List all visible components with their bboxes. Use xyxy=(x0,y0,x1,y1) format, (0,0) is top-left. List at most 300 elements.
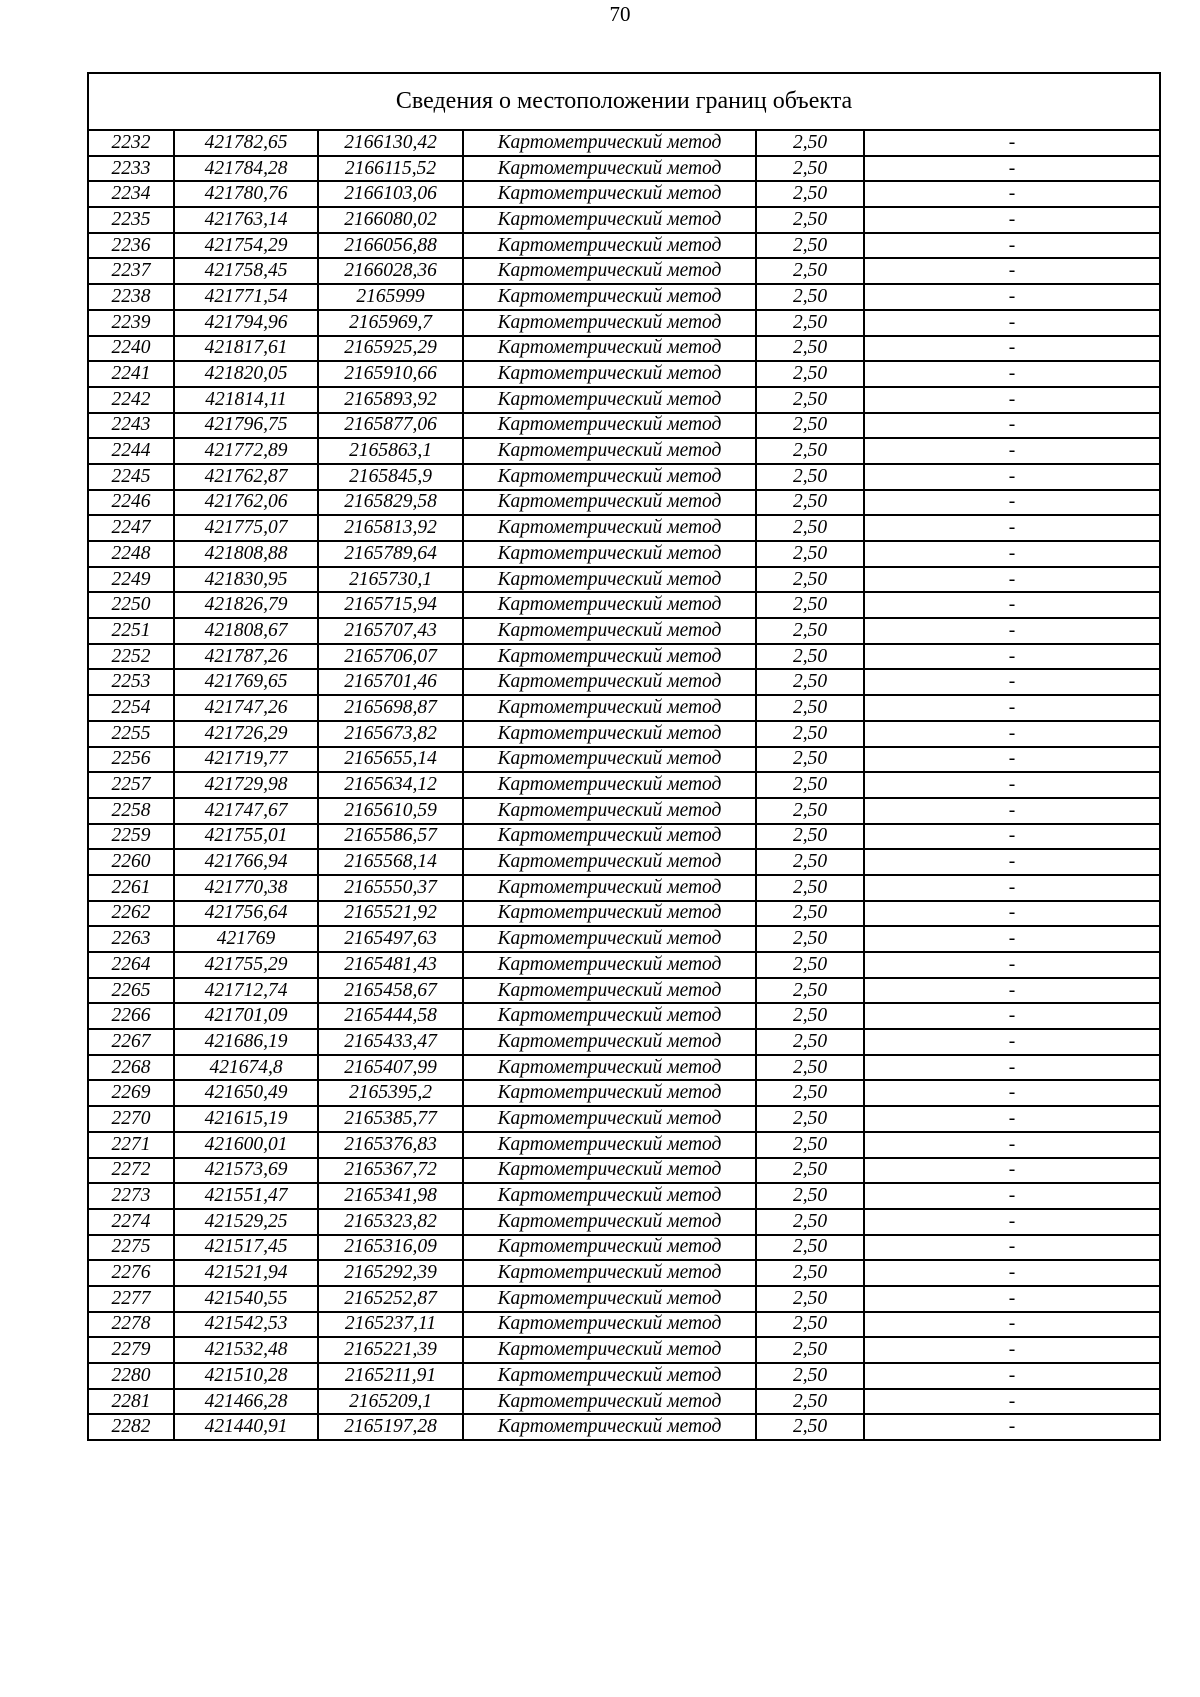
description-cell: - xyxy=(864,669,1160,695)
method-cell: Картометрический метод xyxy=(463,541,756,567)
y-coordinate-cell: 2165893,92 xyxy=(318,387,463,413)
method-cell: Картометрический метод xyxy=(463,567,756,593)
y-coordinate-cell: 2165813,92 xyxy=(318,515,463,541)
description-cell: - xyxy=(864,695,1160,721)
accuracy-cell: 2,50 xyxy=(756,1029,864,1055)
point-number-cell: 2273 xyxy=(88,1183,174,1209)
table-row xyxy=(88,438,1160,464)
x-coordinate-cell: 421762,87 xyxy=(174,464,318,490)
accuracy-cell: 2,50 xyxy=(756,824,864,850)
y-coordinate-cell: 2165673,82 xyxy=(318,721,463,747)
description-cell: - xyxy=(864,1029,1160,1055)
point-number-cell: 2235 xyxy=(88,207,174,233)
y-coordinate-cell: 2165316,09 xyxy=(318,1235,463,1261)
y-coordinate-cell: 2166056,88 xyxy=(318,233,463,259)
point-number-cell: 2266 xyxy=(88,1003,174,1029)
point-number-cell: 2242 xyxy=(88,387,174,413)
point-number-cell: 2272 xyxy=(88,1158,174,1184)
table-row xyxy=(88,233,1160,259)
description-cell: - xyxy=(864,207,1160,233)
y-coordinate-cell: 2166028,36 xyxy=(318,258,463,284)
x-coordinate-cell: 421729,98 xyxy=(174,772,318,798)
table-row xyxy=(88,310,1160,336)
x-coordinate-cell: 421726,29 xyxy=(174,721,318,747)
method-cell: Картометрический метод xyxy=(463,207,756,233)
table-row xyxy=(88,284,1160,310)
accuracy-cell: 2,50 xyxy=(756,541,864,567)
description-cell: - xyxy=(864,1209,1160,1235)
accuracy-cell: 2,50 xyxy=(756,1414,864,1440)
method-cell: Картометрический метод xyxy=(463,669,756,695)
description-cell: - xyxy=(864,541,1160,567)
y-coordinate-cell: 2165481,43 xyxy=(318,952,463,978)
accuracy-cell: 2,50 xyxy=(756,849,864,875)
x-coordinate-cell: 421719,77 xyxy=(174,747,318,773)
method-cell: Картометрический метод xyxy=(463,413,756,439)
x-coordinate-cell: 421754,29 xyxy=(174,233,318,259)
y-coordinate-cell: 2165707,43 xyxy=(318,618,463,644)
point-number-cell: 2275 xyxy=(88,1235,174,1261)
table-row xyxy=(88,592,1160,618)
table-row xyxy=(88,1106,1160,1132)
accuracy-cell: 2,50 xyxy=(756,387,864,413)
y-coordinate-cell: 2165433,47 xyxy=(318,1029,463,1055)
point-number-cell: 2265 xyxy=(88,978,174,1004)
table-row xyxy=(88,644,1160,670)
point-number-cell: 2252 xyxy=(88,644,174,670)
accuracy-cell: 2,50 xyxy=(756,310,864,336)
table-body xyxy=(88,130,1160,1440)
table-row xyxy=(88,1132,1160,1158)
accuracy-cell: 2,50 xyxy=(756,1337,864,1363)
method-cell: Картометрический метод xyxy=(463,1106,756,1132)
table-row xyxy=(88,361,1160,387)
method-cell: Картометрический метод xyxy=(463,901,756,927)
page-number: 70 xyxy=(609,2,631,26)
table-row xyxy=(88,901,1160,927)
x-coordinate-cell: 421510,28 xyxy=(174,1363,318,1389)
accuracy-cell: 2,50 xyxy=(756,336,864,362)
y-coordinate-cell: 2165715,94 xyxy=(318,592,463,618)
table-row xyxy=(88,336,1160,362)
description-cell: - xyxy=(864,849,1160,875)
table-row xyxy=(88,772,1160,798)
table-row xyxy=(88,926,1160,952)
table-row xyxy=(88,1389,1160,1415)
table-row xyxy=(88,798,1160,824)
point-number-cell: 2249 xyxy=(88,567,174,593)
method-cell: Картометрический метод xyxy=(463,1260,756,1286)
description-cell: - xyxy=(864,824,1160,850)
point-number-cell: 2243 xyxy=(88,413,174,439)
table-row xyxy=(88,413,1160,439)
method-cell: Картометрический метод xyxy=(463,644,756,670)
description-cell: - xyxy=(864,1363,1160,1389)
method-cell: Картометрический метод xyxy=(463,233,756,259)
x-coordinate-cell: 421787,26 xyxy=(174,644,318,670)
description-cell: - xyxy=(864,310,1160,336)
method-cell: Картометрический метод xyxy=(463,1209,756,1235)
y-coordinate-cell: 2165395,2 xyxy=(318,1080,463,1106)
description-cell: - xyxy=(864,1337,1160,1363)
description-cell: - xyxy=(864,567,1160,593)
method-cell: Картометрический метод xyxy=(463,515,756,541)
accuracy-cell: 2,50 xyxy=(756,1080,864,1106)
x-coordinate-cell: 421755,29 xyxy=(174,952,318,978)
accuracy-cell: 2,50 xyxy=(756,747,864,773)
point-number-cell: 2240 xyxy=(88,336,174,362)
method-cell: Картометрический метод xyxy=(463,721,756,747)
x-coordinate-cell: 421755,01 xyxy=(174,824,318,850)
x-coordinate-cell: 421758,45 xyxy=(174,258,318,284)
point-number-cell: 2262 xyxy=(88,901,174,927)
x-coordinate-cell: 421775,07 xyxy=(174,515,318,541)
x-coordinate-cell: 421440,91 xyxy=(174,1414,318,1440)
point-number-cell: 2277 xyxy=(88,1286,174,1312)
table-row xyxy=(88,1209,1160,1235)
point-number-cell: 2267 xyxy=(88,1029,174,1055)
y-coordinate-cell: 2165701,46 xyxy=(318,669,463,695)
table-row xyxy=(88,669,1160,695)
method-cell: Картометрический метод xyxy=(463,1312,756,1338)
y-coordinate-cell: 2165211,91 xyxy=(318,1363,463,1389)
method-cell: Картометрический метод xyxy=(463,1363,756,1389)
method-cell: Картометрический метод xyxy=(463,875,756,901)
description-cell: - xyxy=(864,258,1160,284)
description-cell: - xyxy=(864,1235,1160,1261)
y-coordinate-cell: 2165863,1 xyxy=(318,438,463,464)
accuracy-cell: 2,50 xyxy=(756,926,864,952)
y-coordinate-cell: 2165698,87 xyxy=(318,695,463,721)
x-coordinate-cell: 421521,94 xyxy=(174,1260,318,1286)
description-cell: - xyxy=(864,181,1160,207)
description-cell: - xyxy=(864,336,1160,362)
point-number-cell: 2236 xyxy=(88,233,174,259)
description-cell: - xyxy=(864,1414,1160,1440)
description-cell: - xyxy=(864,644,1160,670)
table-row xyxy=(88,1235,1160,1261)
accuracy-cell: 2,50 xyxy=(756,1183,864,1209)
x-coordinate-cell: 421794,96 xyxy=(174,310,318,336)
y-coordinate-cell: 2165292,39 xyxy=(318,1260,463,1286)
method-cell: Картометрический метод xyxy=(463,772,756,798)
table-row xyxy=(88,1029,1160,1055)
point-number-cell: 2248 xyxy=(88,541,174,567)
accuracy-cell: 2,50 xyxy=(756,1209,864,1235)
accuracy-cell: 2,50 xyxy=(756,413,864,439)
description-cell: - xyxy=(864,464,1160,490)
accuracy-cell: 2,50 xyxy=(756,798,864,824)
description-cell: - xyxy=(864,1080,1160,1106)
x-coordinate-cell: 421540,55 xyxy=(174,1286,318,1312)
point-number-cell: 2271 xyxy=(88,1132,174,1158)
accuracy-cell: 2,50 xyxy=(756,721,864,747)
boundary-coordinates-table xyxy=(87,72,1161,1441)
point-number-cell: 2269 xyxy=(88,1080,174,1106)
method-cell: Картометрический метод xyxy=(463,926,756,952)
table-row xyxy=(88,747,1160,773)
point-number-cell: 2239 xyxy=(88,310,174,336)
table-title: Сведения о местоположении границ объекта xyxy=(88,73,1160,130)
table-row xyxy=(88,387,1160,413)
method-cell: Картометрический метод xyxy=(463,1235,756,1261)
method-cell: Картометрический метод xyxy=(463,592,756,618)
point-number-cell: 2268 xyxy=(88,1055,174,1081)
accuracy-cell: 2,50 xyxy=(756,284,864,310)
description-cell: - xyxy=(864,592,1160,618)
y-coordinate-cell: 2166130,42 xyxy=(318,130,463,156)
table-row xyxy=(88,952,1160,978)
accuracy-cell: 2,50 xyxy=(756,130,864,156)
y-coordinate-cell: 2165730,1 xyxy=(318,567,463,593)
description-cell: - xyxy=(864,618,1160,644)
accuracy-cell: 2,50 xyxy=(756,1132,864,1158)
point-number-cell: 2244 xyxy=(88,438,174,464)
table-row xyxy=(88,1286,1160,1312)
table-row xyxy=(88,721,1160,747)
point-number-cell: 2255 xyxy=(88,721,174,747)
description-cell: - xyxy=(864,284,1160,310)
description-cell: - xyxy=(864,1106,1160,1132)
accuracy-cell: 2,50 xyxy=(756,1363,864,1389)
point-number-cell: 2261 xyxy=(88,875,174,901)
description-cell: - xyxy=(864,978,1160,1004)
description-cell: - xyxy=(864,798,1160,824)
x-coordinate-cell: 421769,65 xyxy=(174,669,318,695)
table-row xyxy=(88,1003,1160,1029)
y-coordinate-cell: 2165323,82 xyxy=(318,1209,463,1235)
accuracy-cell: 2,50 xyxy=(756,875,864,901)
x-coordinate-cell: 421650,49 xyxy=(174,1080,318,1106)
y-coordinate-cell: 2165877,06 xyxy=(318,413,463,439)
point-number-cell: 2232 xyxy=(88,130,174,156)
table-row xyxy=(88,1312,1160,1338)
y-coordinate-cell: 2165497,63 xyxy=(318,926,463,952)
table-row xyxy=(88,1363,1160,1389)
method-cell: Картометрический метод xyxy=(463,824,756,850)
x-coordinate-cell: 421756,64 xyxy=(174,901,318,927)
y-coordinate-cell: 2165634,12 xyxy=(318,772,463,798)
x-coordinate-cell: 421817,61 xyxy=(174,336,318,362)
method-cell: Картометрический метод xyxy=(463,284,756,310)
y-coordinate-cell: 2165407,99 xyxy=(318,1055,463,1081)
x-coordinate-cell: 421747,26 xyxy=(174,695,318,721)
table-row xyxy=(88,824,1160,850)
description-cell: - xyxy=(864,387,1160,413)
accuracy-cell: 2,50 xyxy=(756,438,864,464)
point-number-cell: 2280 xyxy=(88,1363,174,1389)
x-coordinate-cell: 421808,67 xyxy=(174,618,318,644)
x-coordinate-cell: 421466,28 xyxy=(174,1389,318,1415)
method-cell: Картометрический метод xyxy=(463,618,756,644)
method-cell: Картометрический метод xyxy=(463,1132,756,1158)
point-number-cell: 2258 xyxy=(88,798,174,824)
point-number-cell: 2263 xyxy=(88,926,174,952)
method-cell: Картометрический метод xyxy=(463,464,756,490)
method-cell: Картометрический метод xyxy=(463,1080,756,1106)
accuracy-cell: 2,50 xyxy=(756,233,864,259)
method-cell: Картометрический метод xyxy=(463,1003,756,1029)
description-cell: - xyxy=(864,1260,1160,1286)
description-cell: - xyxy=(864,875,1160,901)
x-coordinate-cell: 421573,69 xyxy=(174,1158,318,1184)
description-cell: - xyxy=(864,1286,1160,1312)
method-cell: Картометрический метод xyxy=(463,1337,756,1363)
point-number-cell: 2276 xyxy=(88,1260,174,1286)
y-coordinate-cell: 2165655,14 xyxy=(318,747,463,773)
table-row xyxy=(88,464,1160,490)
point-number-cell: 2245 xyxy=(88,464,174,490)
y-coordinate-cell: 2165252,87 xyxy=(318,1286,463,1312)
method-cell: Картометрический метод xyxy=(463,387,756,413)
accuracy-cell: 2,50 xyxy=(756,618,864,644)
table-row xyxy=(88,515,1160,541)
accuracy-cell: 2,50 xyxy=(756,644,864,670)
method-cell: Картометрический метод xyxy=(463,1389,756,1415)
table-row xyxy=(88,1158,1160,1184)
description-cell: - xyxy=(864,515,1160,541)
accuracy-cell: 2,50 xyxy=(756,181,864,207)
table-row xyxy=(88,156,1160,182)
accuracy-cell: 2,50 xyxy=(756,669,864,695)
point-number-cell: 2264 xyxy=(88,952,174,978)
y-coordinate-cell: 2166103,06 xyxy=(318,181,463,207)
x-coordinate-cell: 421747,67 xyxy=(174,798,318,824)
y-coordinate-cell: 2165197,28 xyxy=(318,1414,463,1440)
x-coordinate-cell: 421762,06 xyxy=(174,490,318,516)
y-coordinate-cell: 2165521,92 xyxy=(318,901,463,927)
accuracy-cell: 2,50 xyxy=(756,978,864,1004)
accuracy-cell: 2,50 xyxy=(756,258,864,284)
point-number-cell: 2238 xyxy=(88,284,174,310)
description-cell: - xyxy=(864,1003,1160,1029)
accuracy-cell: 2,50 xyxy=(756,772,864,798)
point-number-cell: 2259 xyxy=(88,824,174,850)
table-row xyxy=(88,875,1160,901)
y-coordinate-cell: 2165458,67 xyxy=(318,978,463,1004)
y-coordinate-cell: 2166080,02 xyxy=(318,207,463,233)
method-cell: Картометрический метод xyxy=(463,952,756,978)
accuracy-cell: 2,50 xyxy=(756,952,864,978)
description-cell: - xyxy=(864,130,1160,156)
description-cell: - xyxy=(864,1055,1160,1081)
x-coordinate-cell: 421770,38 xyxy=(174,875,318,901)
description-cell: - xyxy=(864,1183,1160,1209)
accuracy-cell: 2,50 xyxy=(756,464,864,490)
x-coordinate-cell: 421686,19 xyxy=(174,1029,318,1055)
y-coordinate-cell: 2165444,58 xyxy=(318,1003,463,1029)
table-row xyxy=(88,1337,1160,1363)
accuracy-cell: 2,50 xyxy=(756,695,864,721)
table-row xyxy=(88,130,1160,156)
table-row xyxy=(88,1080,1160,1106)
table-header-row xyxy=(88,73,1160,130)
x-coordinate-cell: 421808,88 xyxy=(174,541,318,567)
point-number-cell: 2250 xyxy=(88,592,174,618)
method-cell: Картометрический метод xyxy=(463,310,756,336)
point-number-cell: 2233 xyxy=(88,156,174,182)
method-cell: Картометрический метод xyxy=(463,978,756,1004)
point-number-cell: 2278 xyxy=(88,1312,174,1338)
accuracy-cell: 2,50 xyxy=(756,592,864,618)
point-number-cell: 2247 xyxy=(88,515,174,541)
point-number-cell: 2282 xyxy=(88,1414,174,1440)
table-row xyxy=(88,1260,1160,1286)
y-coordinate-cell: 2165999 xyxy=(318,284,463,310)
x-coordinate-cell: 421529,25 xyxy=(174,1209,318,1235)
x-coordinate-cell: 421782,65 xyxy=(174,130,318,156)
x-coordinate-cell: 421769 xyxy=(174,926,318,952)
y-coordinate-cell: 2165845,9 xyxy=(318,464,463,490)
x-coordinate-cell: 421532,48 xyxy=(174,1337,318,1363)
method-cell: Картометрический метод xyxy=(463,1286,756,1312)
x-coordinate-cell: 421784,28 xyxy=(174,156,318,182)
y-coordinate-cell: 2165910,66 xyxy=(318,361,463,387)
x-coordinate-cell: 421615,19 xyxy=(174,1106,318,1132)
method-cell: Картометрический метод xyxy=(463,1029,756,1055)
x-coordinate-cell: 421826,79 xyxy=(174,592,318,618)
description-cell: - xyxy=(864,952,1160,978)
point-number-cell: 2254 xyxy=(88,695,174,721)
point-number-cell: 2281 xyxy=(88,1389,174,1415)
table-row xyxy=(88,1183,1160,1209)
y-coordinate-cell: 2165829,58 xyxy=(318,490,463,516)
table-row xyxy=(88,567,1160,593)
description-cell: - xyxy=(864,156,1160,182)
point-number-cell: 2274 xyxy=(88,1209,174,1235)
accuracy-cell: 2,50 xyxy=(756,1260,864,1286)
y-coordinate-cell: 2165385,77 xyxy=(318,1106,463,1132)
table-row xyxy=(88,978,1160,1004)
y-coordinate-cell: 2166115,52 xyxy=(318,156,463,182)
description-cell: - xyxy=(864,1389,1160,1415)
x-coordinate-cell: 421771,54 xyxy=(174,284,318,310)
y-coordinate-cell: 2165209,1 xyxy=(318,1389,463,1415)
table-row xyxy=(88,1414,1160,1440)
accuracy-cell: 2,50 xyxy=(756,1106,864,1132)
point-number-cell: 2251 xyxy=(88,618,174,644)
table-row xyxy=(88,258,1160,284)
accuracy-cell: 2,50 xyxy=(756,1312,864,1338)
description-cell: - xyxy=(864,438,1160,464)
method-cell: Картометрический метод xyxy=(463,438,756,464)
table-row xyxy=(88,490,1160,516)
y-coordinate-cell: 2165586,57 xyxy=(318,824,463,850)
point-number-cell: 2256 xyxy=(88,747,174,773)
table-row xyxy=(88,181,1160,207)
x-coordinate-cell: 421542,53 xyxy=(174,1312,318,1338)
point-number-cell: 2237 xyxy=(88,258,174,284)
x-coordinate-cell: 421551,47 xyxy=(174,1183,318,1209)
accuracy-cell: 2,50 xyxy=(756,515,864,541)
y-coordinate-cell: 2165706,07 xyxy=(318,644,463,670)
point-number-cell: 2260 xyxy=(88,849,174,875)
accuracy-cell: 2,50 xyxy=(756,567,864,593)
description-cell: - xyxy=(864,772,1160,798)
description-cell: - xyxy=(864,901,1160,927)
point-number-cell: 2241 xyxy=(88,361,174,387)
y-coordinate-cell: 2165367,72 xyxy=(318,1158,463,1184)
x-coordinate-cell: 421796,75 xyxy=(174,413,318,439)
x-coordinate-cell: 421766,94 xyxy=(174,849,318,875)
method-cell: Картометрический метод xyxy=(463,747,756,773)
description-cell: - xyxy=(864,490,1160,516)
x-coordinate-cell: 421772,89 xyxy=(174,438,318,464)
point-number-cell: 2257 xyxy=(88,772,174,798)
method-cell: Картометрический метод xyxy=(463,258,756,284)
y-coordinate-cell: 2165376,83 xyxy=(318,1132,463,1158)
method-cell: Картометрический метод xyxy=(463,1414,756,1440)
